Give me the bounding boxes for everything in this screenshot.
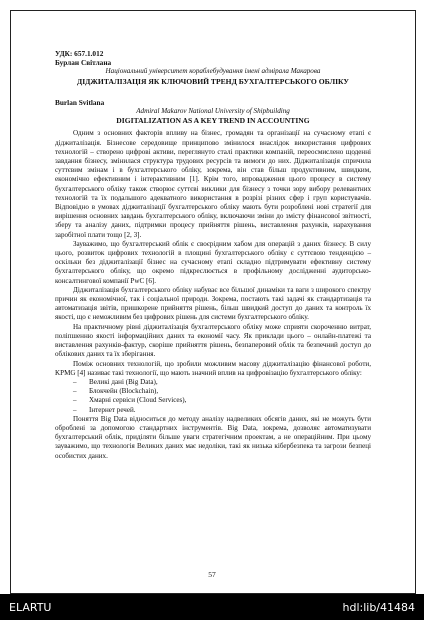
- handle-identifier: hdl:lib/41484: [342, 601, 415, 614]
- list-item: – Інтернет речей.: [73, 406, 371, 415]
- institution-uk: Національний університет кораблебудування імені адмірала Макарова: [105, 67, 321, 76]
- paragraph: Поміж основних технологій, що зробили можливим масову діджиталізацію фінансової роботи, KPMG [4] називає такі технології, що мають значний вплив на цифровізацію бухгалтерського обліку:: [55, 359, 371, 377]
- author-name-uk: Бурлан Світлана: [55, 58, 112, 68]
- spacer: [55, 90, 371, 98]
- article-title-uk: ДІДЖИТАЛІЗАЦІЯ ЯК КЛЮЧОВИЙ ТРЕНД БУХГАЛТЕРСЬКОГО ОБЛІКУ: [77, 76, 349, 86]
- list-item: – Великі дані (Big Data),: [73, 378, 371, 387]
- repository-footer: [0, 594, 424, 620]
- institution-en: Admiral Makarov National University of Shipbuilding: [136, 107, 290, 116]
- paragraph: Зауважимо, що бухгалтерський облік є своєрідним хабом для операцій з даних бізнесу. В силу цього, розвиток цифрових технологій в площині бухгалтерського обліку є суттєвою тенденцією – оскільки без діджиталізації бізнес на сучасному етапі складно підтримувати ефективну систему бухгалтерського обліку, що окремо підкреслюється в профільному дослідженні аудиторсько-консалтингової компанії PwC [6].: [55, 239, 371, 285]
- list-item: – Хмарні сервіси (Cloud Services),: [73, 396, 371, 405]
- paragraph: Діджиталізація бухгалтерського обліку набуває все більшої динаміки та ваги з широкого спектру причин як економічної, так і соціальної природи. Зокрема, постають такі задачі як стандартизація та автоматизація звітів, пришкорене прийняття рішень, більш швидкий доступ до даних та контроль їх якості, що є неможливим без цифрових рішень для системи бухгалтерського обліку.: [55, 285, 371, 322]
- article-title-en: DIGITALIZATION AS A KEY TREND IN ACCOUNTING: [116, 116, 310, 126]
- page-number: 57: [208, 570, 216, 579]
- article-body: [55, 49, 371, 461]
- technology-list: [55, 378, 371, 415]
- udk-code: УДК: 657.1.012: [55, 49, 104, 58]
- paragraph: На практичному рівні діджиталізація бухгалтерського обліку може сприяти скороченню витрат, поліпшенню якості інформаційних даних та економії часу. Як приклади цього – онлайн-платежі та виставлення рахунків-фактур, скоріше прийняття рішень, безпаперовий облік та безпечний доступ до облікових даних та їх зберігання.: [55, 322, 371, 359]
- repository-name: ELARTU: [9, 601, 52, 614]
- paragraph: Поняття Big Data відноситься до методу аналізу надвеликих обсягів даних, які не можуть бути оброблені за допомогою стандартних інструментів. Big Data, зокрема, дозволяє автоматизувати бухгалтерський облік, приділяти більше уваги стратегічним проектам, а не операційним. При цьому зауважимо, що технологія Великих даних має недоліки, такі як низька кібербезпека та загрози безпеці особистих даних.: [55, 414, 371, 460]
- paragraph: Одним з основних факторів впливу на бізнес, громадян та організації на сучасному етапі є діджиталізація. Бізнесове середовище принципово змінилося внаслідок використання цифрових технологій – створено цифрові активи, переглянуто сталі практики компаній, переосмислено щоденні завдання бізнесу, змінилася структура трудових ресурсів та вимоги до них. Діджиталізація спричила суттєвим змінам і в бухгалтерського обліку, зокрема, він став більш продуктивним, швидким, економічно ефективним і інтерактивним [1]. Крім того, впровадження цього процесу в систему бухгалтерського обліку також створює суттєві виклики для бізнесу з точки зору вибору релевантних технологій та їх подальшого адекватного використання в розрізі різних сфер і груп користувачів. Відповідно в умовах діджиталізації бухгалтерського обліку мають бути розроблені нові стратегії для вирішення основних завдань бухгалтерського обліку, включаючи зміни до змісту фінансової звітності, зберу та аналізу даних, підтримки процесу прийняття рішень, виставлення рахунків, нарахування заробітної плати тощо [2, 3].: [55, 129, 371, 239]
- list-item: – Блокчейн (Blockchain),: [73, 387, 371, 396]
- author-name-en: Burlan Svitlana: [55, 97, 105, 107]
- document-page: [10, 10, 416, 594]
